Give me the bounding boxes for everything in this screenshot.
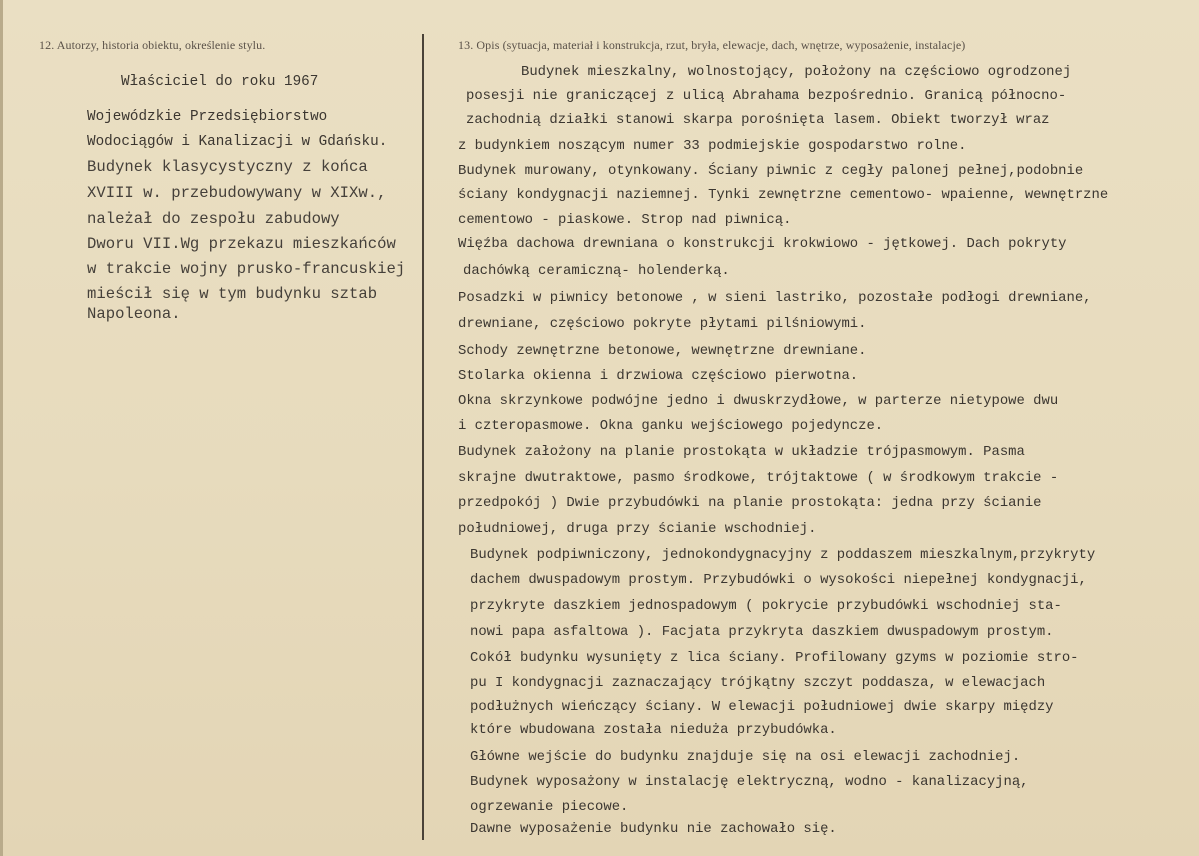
typed-line: które wbudowana została nieduża przybudówka. <box>470 722 837 738</box>
typed-line: Cokół budynku wysunięty z lica ściany. Profilowany gzyms w poziomie stro- <box>470 650 1079 666</box>
typed-line: Wodociągów i Kanalizacji w Gdańsku. <box>87 134 388 150</box>
typed-line: Więźba dachowa drewniana o konstrukcji krokwiowo - jętkowej. Dach pokryty <box>458 236 1067 252</box>
column-divider <box>422 34 424 840</box>
typed-line: południowej, druga przy ścianie wschodniej. <box>458 521 817 537</box>
typed-line: pu I kondygnacji zaznaczający trójkątny szczyt poddasza, w elewacjach <box>470 675 1046 691</box>
typed-line: Wojewódzkie Przedsiębiorstwo <box>87 109 328 125</box>
typed-line: Właściciel do roku 1967 <box>121 74 319 90</box>
typed-line: Budynek klasycystyczny z końca <box>87 158 368 176</box>
typed-line: Budynek założony na planie prostokąta w układzie trójpasmowym. Pasma <box>458 444 1025 460</box>
typed-line: mieścił się w tym budynku sztab <box>87 285 378 303</box>
typed-line: dachem dwuspadowym prostym. Przybudówki o wysokości niepełnej kondygnacji, <box>470 572 1087 588</box>
typed-line: przedpokój ) Dwie przybudówki na planie prostokąta: jedna przy ścianie <box>458 495 1042 511</box>
typed-line: XVIII w. przebudowywany w XIXw., <box>87 184 387 202</box>
typed-line: Dworu VII.Wg przekazu mieszkańców <box>87 235 396 253</box>
typed-line: drewniane, częściowo pokryte płytami pilśniowymi. <box>458 316 867 332</box>
typed-line: nowi papa asfaltowa ). Facjata przykryta daszkiem dwuspadowym prostym. <box>470 624 1054 640</box>
typed-line: cementowo - piaskowe. Strop nad piwnicą. <box>458 212 792 228</box>
typed-line: z budynkiem noszącym numer 33 podmiejskie gospodarstwo rolne. <box>458 138 967 154</box>
typed-line: Budynek murowany, otynkowany. Ściany piwnic z cegły palonej pełnej,podobnie <box>458 163 1084 179</box>
typed-line: ogrzewanie piecowe. <box>470 799 629 815</box>
typed-line: Stolarka okienna i drzwiowa częściowo pierwotna. <box>458 368 859 384</box>
typed-line: Schody zewnętrzne betonowe, wewnętrzne drewniane. <box>458 343 867 359</box>
typed-line: Okna skrzynkowe podwójne jedno i dwuskrzydłowe, w parterze nietypowe dwu <box>458 393 1059 409</box>
typed-line: Dawne wyposażenie budynku nie zachowało się. <box>470 821 837 837</box>
typed-line: ściany kondygnacji naziemnej. Tynki zewnętrzne cementowo- wpaienne, wewnętrzne <box>458 187 1109 203</box>
typed-line: Budynek podpiwniczony, jednokondygnacyjny z poddaszem mieszkalnym,przykryty <box>470 547 1096 563</box>
typed-line: w trakcie wojny prusko-francuskiej <box>87 260 406 278</box>
typed-line: dachówką ceramiczną- holenderką. <box>463 263 730 279</box>
typed-line: Główne wejście do budynku znajduje się na osi elewacji zachodniej. <box>470 749 1021 765</box>
typed-line: skrajne dwutraktowe, pasmo środkowe, trójtaktowe ( w środkowym trakcie - <box>458 470 1059 486</box>
typed-line: zachodnią działki stanowi skarpa porośnięta lasem. Obiekt tworzył wraz <box>466 112 1050 128</box>
typed-line: Budynek wyposażony w instalację elektryczną, wodno - kanalizacyjną, <box>470 774 1029 790</box>
typed-line: posesji nie graniczącej z ulicą Abrahama bezpośrednio. Granicą północno- <box>466 88 1067 104</box>
typed-line: podłużnych wieńczący ściany. W elewacji południowej dwie skarpy między <box>470 699 1054 715</box>
history-section-header: 12. Autorzy, historia obiektu, określenie stylu. <box>39 38 266 52</box>
typed-line: Napoleona. <box>87 305 181 323</box>
description-section-header: 13. Opis (sytuacja, materiał i konstrukcja, rzut, bryła, elewacje, dach, wnętrze, wyposażenie, instalacje) <box>458 38 966 52</box>
typed-line: Posadzki w piwnicy betonowe , w sieni lastriko, pozostałe podłogi drewniane, <box>458 290 1092 306</box>
typed-line: i czteropasmowe. Okna ganku wejściowego pojedyncze. <box>458 418 884 434</box>
typed-line: przykryte daszkiem jednospadowym ( pokrycie przybudówki wschodniej sta- <box>470 598 1062 614</box>
typed-line: Budynek mieszkalny, wolnostojący, położony na częściowo ogrodzonej <box>521 64 1072 80</box>
typed-line: należał do zespołu zabudowy <box>87 210 340 228</box>
